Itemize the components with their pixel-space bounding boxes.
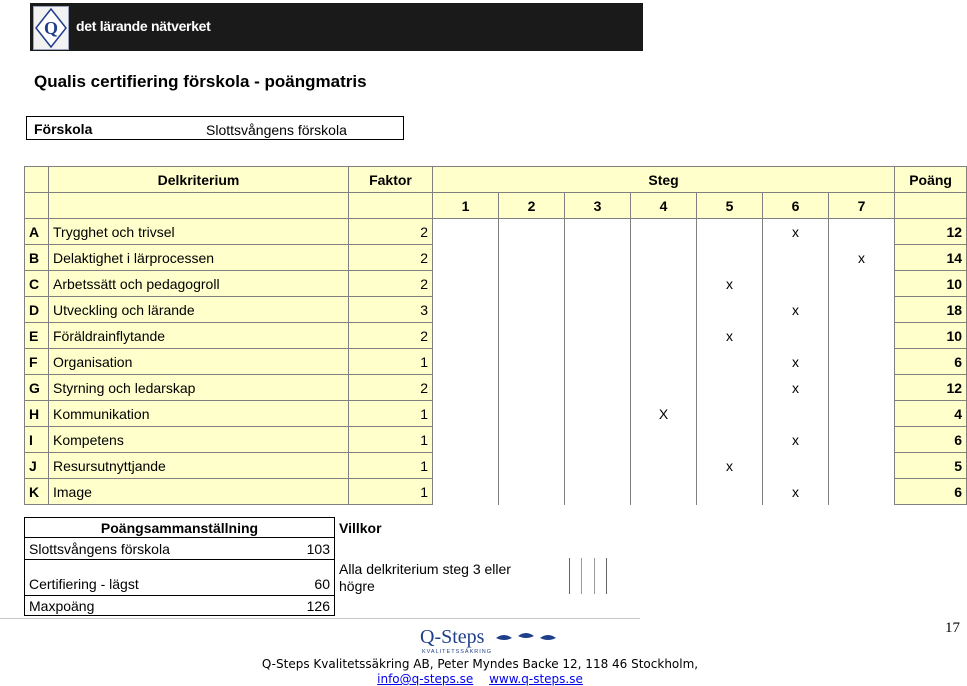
- step-cell: [433, 271, 499, 297]
- step-number: 2: [499, 193, 565, 219]
- svg-text:KVALITETSSÄKRING: KVALITETSSÄKRING: [422, 649, 492, 655]
- q-steps-logo: [418, 622, 574, 656]
- summary-row-cell: [25, 538, 335, 560]
- step-cell: [829, 297, 895, 323]
- summary-value: 126: [306, 597, 330, 614]
- step-number-row: [25, 193, 967, 219]
- step-cell: [631, 271, 697, 297]
- summary-row: [25, 596, 615, 616]
- row-letter: F: [25, 349, 49, 375]
- header-steg: Steg: [433, 167, 895, 193]
- step-cell: [631, 479, 697, 505]
- criterion-name: Föräldrainflytande: [49, 323, 349, 349]
- step-mark: x: [763, 219, 829, 245]
- summary-header-row: Poängsammanställning Villkor: [25, 518, 615, 538]
- step-cell: [433, 349, 499, 375]
- criterion-name: Resursutnyttjande: [49, 453, 349, 479]
- header-letter-cell: [25, 167, 49, 193]
- banner-text: det lärande nätverket: [76, 18, 211, 34]
- criterion-name: Arbetssätt och pedagogroll: [49, 271, 349, 297]
- step-cell: [829, 453, 895, 479]
- table-row: [25, 219, 967, 245]
- svg-text:Q: Q: [43, 18, 59, 38]
- step-cell: [763, 453, 829, 479]
- step-cell: [697, 479, 763, 505]
- svg-text:Q-Steps: Q-Steps: [420, 626, 485, 648]
- step-cell: [433, 375, 499, 401]
- poang-value: 14: [895, 245, 967, 271]
- step-cell: [565, 219, 631, 245]
- summary-row: [25, 560, 615, 596]
- step-cell: [763, 323, 829, 349]
- step-cell: [499, 479, 565, 505]
- step-cell: [631, 427, 697, 453]
- poang-value: 6: [895, 479, 967, 505]
- criterion-name: Styrning och ledarskap: [49, 375, 349, 401]
- summary-table: [24, 517, 615, 616]
- step-cell: [433, 401, 499, 427]
- step-cell: [631, 453, 697, 479]
- step-cell: [829, 479, 895, 505]
- poang-value: 4: [895, 401, 967, 427]
- table-row: [25, 427, 967, 453]
- villkor-checkbox-frame: [569, 558, 607, 594]
- table-row: [25, 453, 967, 479]
- table-row: [25, 375, 967, 401]
- poang-value: 10: [895, 271, 967, 297]
- step-cell: [499, 401, 565, 427]
- step-cell: [829, 323, 895, 349]
- faktor-value: 1: [349, 453, 433, 479]
- step-cell: [499, 453, 565, 479]
- step-row-empty-name: [49, 193, 349, 219]
- poang-value: 6: [895, 427, 967, 453]
- step-cell: [829, 271, 895, 297]
- summary-value: 60: [314, 576, 330, 592]
- step-number: 7: [829, 193, 895, 219]
- summary-value: 103: [306, 540, 330, 557]
- step-mark: x: [763, 479, 829, 505]
- step-cell: [499, 427, 565, 453]
- poang-value: 18: [895, 297, 967, 323]
- step-cell: [565, 245, 631, 271]
- step-cell: [829, 219, 895, 245]
- step-cell: [499, 245, 565, 271]
- table-row: [25, 323, 967, 349]
- step-cell: [697, 245, 763, 271]
- table-row: [25, 271, 967, 297]
- footer-links: [0, 672, 960, 686]
- faktor-value: 2: [349, 323, 433, 349]
- footer-address: Q-Steps Kvalitetssäkring AB, Peter Myndes Backe 12, 118 46 Stockholm,: [261, 657, 699, 671]
- step-cell: [631, 323, 697, 349]
- row-letter: G: [25, 375, 49, 401]
- step-cell: [763, 271, 829, 297]
- summary-row-cell: [25, 560, 335, 596]
- step-cell: [565, 323, 631, 349]
- step-cell: [697, 219, 763, 245]
- row-letter: H: [25, 401, 49, 427]
- step-cell: [697, 375, 763, 401]
- step-cell: [763, 401, 829, 427]
- step-cell: [565, 375, 631, 401]
- step-cell: [631, 297, 697, 323]
- poang-value: 12: [895, 375, 967, 401]
- step-row-empty-letter: [25, 193, 49, 219]
- header-faktor: Faktor: [349, 167, 433, 193]
- step-cell: [565, 349, 631, 375]
- row-letter: E: [25, 323, 49, 349]
- faktor-value: 3: [349, 297, 433, 323]
- step-number: 1: [433, 193, 499, 219]
- table-row: [25, 401, 967, 427]
- step-mark: x: [763, 375, 829, 401]
- step-cell: [433, 427, 499, 453]
- summary-row-cell: [25, 596, 335, 616]
- step-cell: [433, 453, 499, 479]
- faktor-value: 2: [349, 375, 433, 401]
- header-poang: Poäng: [895, 167, 967, 193]
- step-mark: x: [697, 323, 763, 349]
- step-row-empty-poang: [895, 193, 967, 219]
- step-cell: [697, 401, 763, 427]
- forskola-label: Förskola: [34, 121, 93, 137]
- row-letter: C: [25, 271, 49, 297]
- faktor-value: 2: [349, 271, 433, 297]
- step-cell: [499, 375, 565, 401]
- criterion-name: Trygghet och trivsel: [49, 219, 349, 245]
- step-mark: x: [697, 453, 763, 479]
- website-link[interactable]: www.q-steps.se: [489, 672, 583, 686]
- poang-value: 5: [895, 453, 967, 479]
- summary-label: Certifiering - lägst: [29, 576, 139, 592]
- poang-value: 12: [895, 219, 967, 245]
- faktor-value: 1: [349, 427, 433, 453]
- faktor-value: 1: [349, 349, 433, 375]
- table-header-row: [25, 167, 967, 193]
- step-mark: x: [763, 349, 829, 375]
- step-cell: [829, 349, 895, 375]
- step-cell: [697, 349, 763, 375]
- step-cell: [565, 479, 631, 505]
- email-link[interactable]: info@q-steps.se: [377, 672, 474, 686]
- step-cell: [433, 479, 499, 505]
- step-cell: [829, 401, 895, 427]
- faktor-value: 2: [349, 245, 433, 271]
- step-number: 5: [697, 193, 763, 219]
- step-cell: [565, 271, 631, 297]
- step-cell: [433, 245, 499, 271]
- step-number: 3: [565, 193, 631, 219]
- step-number: 6: [763, 193, 829, 219]
- step-cell: [565, 427, 631, 453]
- table-row: [25, 479, 967, 505]
- step-cell: [565, 453, 631, 479]
- row-letter: B: [25, 245, 49, 271]
- criterion-name: Kompetens: [49, 427, 349, 453]
- faktor-value: 2: [349, 219, 433, 245]
- step-cell: [631, 219, 697, 245]
- step-cell: [565, 401, 631, 427]
- faktor-value: 1: [349, 479, 433, 505]
- step-cell: [499, 271, 565, 297]
- step-number: 4: [631, 193, 697, 219]
- q-logo-icon: [33, 6, 69, 50]
- step-cell: [763, 245, 829, 271]
- row-letter: K: [25, 479, 49, 505]
- step-cell: [697, 297, 763, 323]
- step-cell: [433, 323, 499, 349]
- row-letter: A: [25, 219, 49, 245]
- criterion-name: Delaktighet i lärprocessen: [49, 245, 349, 271]
- page-title: Qualis certifiering förskola - poängmatris: [34, 72, 367, 91]
- header-delkriterium: Delkriterium: [49, 167, 349, 193]
- step-mark: X: [631, 401, 697, 427]
- criterion-name: Organisation: [49, 349, 349, 375]
- step-mark: x: [829, 245, 895, 271]
- summary-header-left: Poängsammanställning: [25, 518, 335, 538]
- step-mark: x: [697, 271, 763, 297]
- row-letter: D: [25, 297, 49, 323]
- score-matrix-table: [24, 166, 967, 505]
- step-cell: [829, 427, 895, 453]
- criterion-name: Image: [49, 479, 349, 505]
- table-row: [25, 245, 967, 271]
- summary-label: Slottsvångens förskola: [29, 540, 170, 557]
- poang-value: 6: [895, 349, 967, 375]
- step-cell: [499, 219, 565, 245]
- summary-label: Maxpoäng: [29, 597, 95, 614]
- step-mark: x: [763, 427, 829, 453]
- poang-value: 10: [895, 323, 967, 349]
- step-cell: [499, 297, 565, 323]
- step-cell: [697, 427, 763, 453]
- criterion-name: Kommunikation: [49, 401, 349, 427]
- step-cell: [631, 349, 697, 375]
- step-cell: [631, 245, 697, 271]
- step-row-empty-faktor: [349, 193, 433, 219]
- step-cell: [499, 323, 565, 349]
- row-letter: J: [25, 453, 49, 479]
- summary-row: Slottsvångens förskola 103 Alla delkriterium steg 3 eller högre: [25, 538, 615, 560]
- step-cell: [433, 297, 499, 323]
- criterion-name: Utveckling och lärande: [49, 297, 349, 323]
- step-cell: [631, 375, 697, 401]
- step-cell: [565, 297, 631, 323]
- row-letter: I: [25, 427, 49, 453]
- footer-divider: [0, 618, 640, 619]
- page-number: 17: [945, 620, 960, 636]
- step-cell: [433, 219, 499, 245]
- table-row: [25, 349, 967, 375]
- step-cell: [829, 375, 895, 401]
- forskola-value: Slottsvångens förskola: [206, 122, 347, 138]
- table-row: [25, 297, 967, 323]
- faktor-value: 1: [349, 401, 433, 427]
- step-mark: x: [763, 297, 829, 323]
- step-cell: [499, 349, 565, 375]
